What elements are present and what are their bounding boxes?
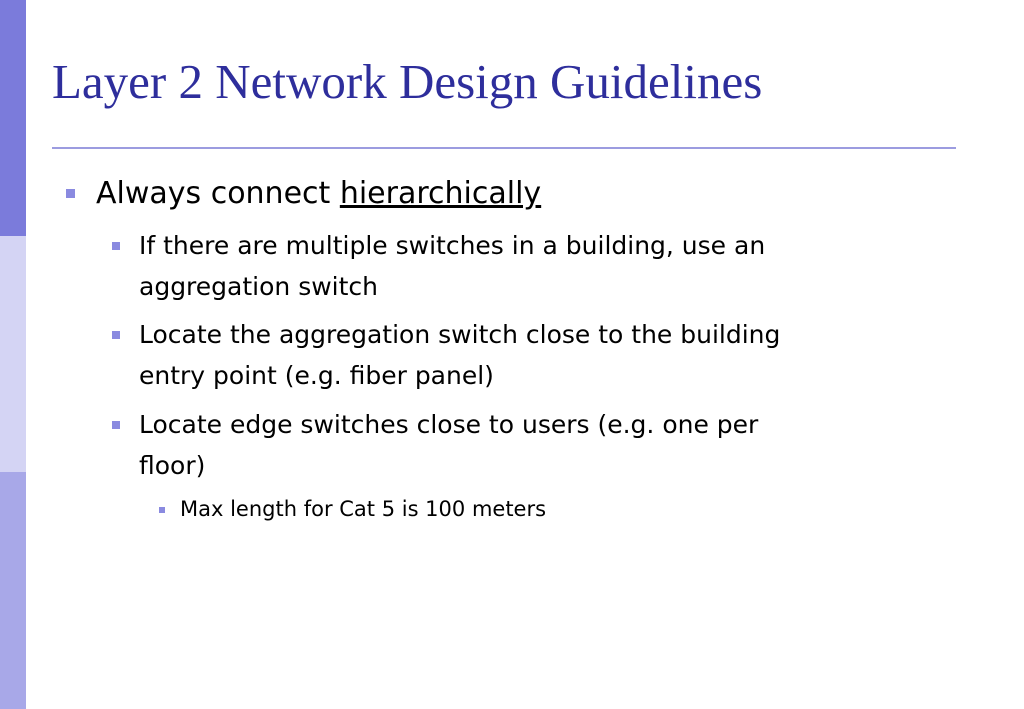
bullet-line: floor) bbox=[139, 451, 206, 480]
side-band-top bbox=[0, 0, 26, 236]
square-bullet-icon bbox=[112, 242, 120, 250]
sub-sub-bullet-item bbox=[180, 494, 546, 524]
bullet-line: entry point (e.g. fiber panel) bbox=[139, 361, 494, 390]
bullet-line: Locate the aggregation switch close to the building bbox=[139, 320, 781, 349]
bullet-text: Always connect bbox=[96, 176, 340, 211]
sub-bullet-item bbox=[139, 225, 765, 307]
bullet-line: aggregation switch bbox=[139, 272, 379, 301]
title-divider bbox=[52, 147, 956, 149]
square-bullet-icon bbox=[112, 421, 120, 429]
sub-bullet-item bbox=[139, 404, 758, 486]
bullet-item bbox=[96, 174, 541, 214]
square-bullet-icon bbox=[159, 507, 165, 513]
bullet-emphasis: hierarchically bbox=[339, 176, 542, 211]
side-band-bottom bbox=[0, 472, 26, 709]
bullet-line: Locate edge switches close to users (e.g. one per bbox=[139, 410, 759, 439]
slide-title: Layer 2 Network Design Guidelines bbox=[52, 54, 763, 109]
side-band-middle bbox=[0, 236, 26, 472]
sub-bullet-item bbox=[139, 314, 780, 396]
square-bullet-icon bbox=[66, 189, 75, 198]
bullet-line: If there are multiple switches in a building, use an bbox=[139, 231, 766, 260]
bullet-text: Max length for Cat 5 is 100 meters bbox=[180, 497, 547, 521]
square-bullet-icon bbox=[112, 331, 120, 339]
